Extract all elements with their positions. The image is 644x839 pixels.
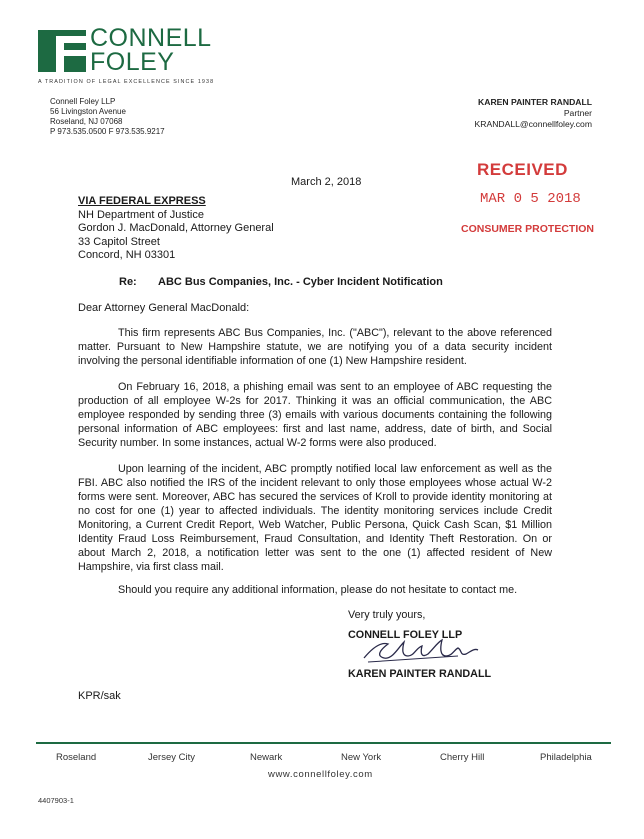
recipient-line: Gordon J. MacDonald, Attorney General — [78, 222, 274, 234]
closing-firm: CONNELL FOLEY LLP — [348, 629, 463, 641]
firm-address-block — [50, 97, 165, 137]
received-stamp: RECEIVED — [477, 160, 568, 179]
paragraph-4: Should you require any additional information, please do not hesitate to contact me. — [118, 584, 518, 596]
recipient-line: NH Department of Justice — [78, 208, 204, 221]
footer-city: Newark — [250, 752, 283, 763]
footer-website: www.connellfoley.com — [268, 769, 373, 780]
connell-foley-logo-mark-icon — [38, 28, 88, 74]
logo-wordmark — [90, 26, 212, 74]
paragraph-3: Upon learning of the incident, ABC promptly notified local law enforcement as well as the FBI. ABC also notified the IRS of the incident relevant to only those employees whose actual W-2 forms were sent. Moreover, ABC has secured the services of Kroll to provide identity monitoring at no cost for one (1) year to affected individuals. The identity monitoring services include Credit Monitoring, a Current Credit Report, Web Watcher, Public Persona, Quick Cash Scan, $1 Million Identity Fraud Loss Reimbursement, Fraud Consultation, and Identity Theft Restoration. On or about March 2, 2018, a notification letter was sent to the one (1) affected resident of New Hampshire, via first class mail. — [78, 463, 552, 573]
footer-city: Jersey City — [148, 752, 195, 763]
delivery-method: VIA FEDERAL EXPRESS — [78, 195, 206, 207]
firm-city: Roseland, NJ 07068 — [50, 117, 123, 126]
salutation: Dear Attorney General MacDonald: — [78, 302, 250, 314]
footer-city: New York — [341, 752, 382, 763]
author-block — [475, 97, 592, 130]
author-email: KRANDALL@connellfoley.com — [474, 119, 592, 129]
footer-city: Roseland — [56, 752, 97, 763]
recipient-line: Concord, NH 03301 — [78, 249, 176, 261]
footer-city: Philadelphia — [540, 752, 592, 763]
author-name: KAREN PAINTER RANDALL — [478, 97, 592, 107]
paragraph-2: On February 16, 2018, a phishing email was sent to an employee of ABC requesting the production of all employee W-2s for 2017. Thinking it was an official communication, the ABC employee responded by sending three (3) emails with various documents containing the following personal information of ABC employees: first and last name, address, date of birth, and Social Security number. In some instances, actual W-2 forms were also produced. — [78, 381, 552, 449]
firm-logo — [38, 24, 228, 90]
logo-line-1: CONNELL — [90, 24, 212, 52]
letter-date: March 2, 2018 — [291, 176, 362, 188]
recipient-line: 33 Capitol Street — [78, 235, 160, 248]
document-number: 4407903-1 — [38, 796, 74, 805]
received-stamp-date: MAR 0 5 2018 — [480, 191, 581, 207]
re-label: Re: — [119, 276, 137, 288]
paragraph-1: This firm represents ABC Bus Companies, Inc. ("ABC"), relevant to the above referenced matter. Pursuant to New Hampshire statute, we are notifying you of a data security incident involving the personal identifiable information of one (1) New Hampshire resident. — [78, 327, 552, 367]
firm-street: 56 Livingston Avenue — [50, 107, 126, 116]
footer-divider — [36, 742, 611, 744]
author-title: Partner — [563, 108, 592, 118]
firm-phone: P 973.535.0500 F 973.535.9217 — [50, 127, 165, 136]
closing: Very truly yours, — [348, 609, 426, 621]
handwritten-signature — [358, 636, 488, 668]
firm-name: Connell Foley LLP — [50, 97, 116, 106]
footer-city: Cherry Hill — [440, 752, 485, 763]
recipient-block — [78, 195, 274, 263]
typist-initials: KPR/sak — [78, 690, 121, 702]
received-stamp-office: CONSUMER PROTECTION — [461, 223, 595, 235]
logo-tagline: A TRADITION OF LEGAL EXCELLENCE SINCE 1938 — [38, 79, 215, 85]
logo-line-2: FOLEY — [90, 48, 175, 76]
re-subject: ABC Bus Companies, Inc. - Cyber Incident Notification — [158, 276, 443, 288]
signer-name: KAREN PAINTER RANDALL — [348, 668, 492, 680]
